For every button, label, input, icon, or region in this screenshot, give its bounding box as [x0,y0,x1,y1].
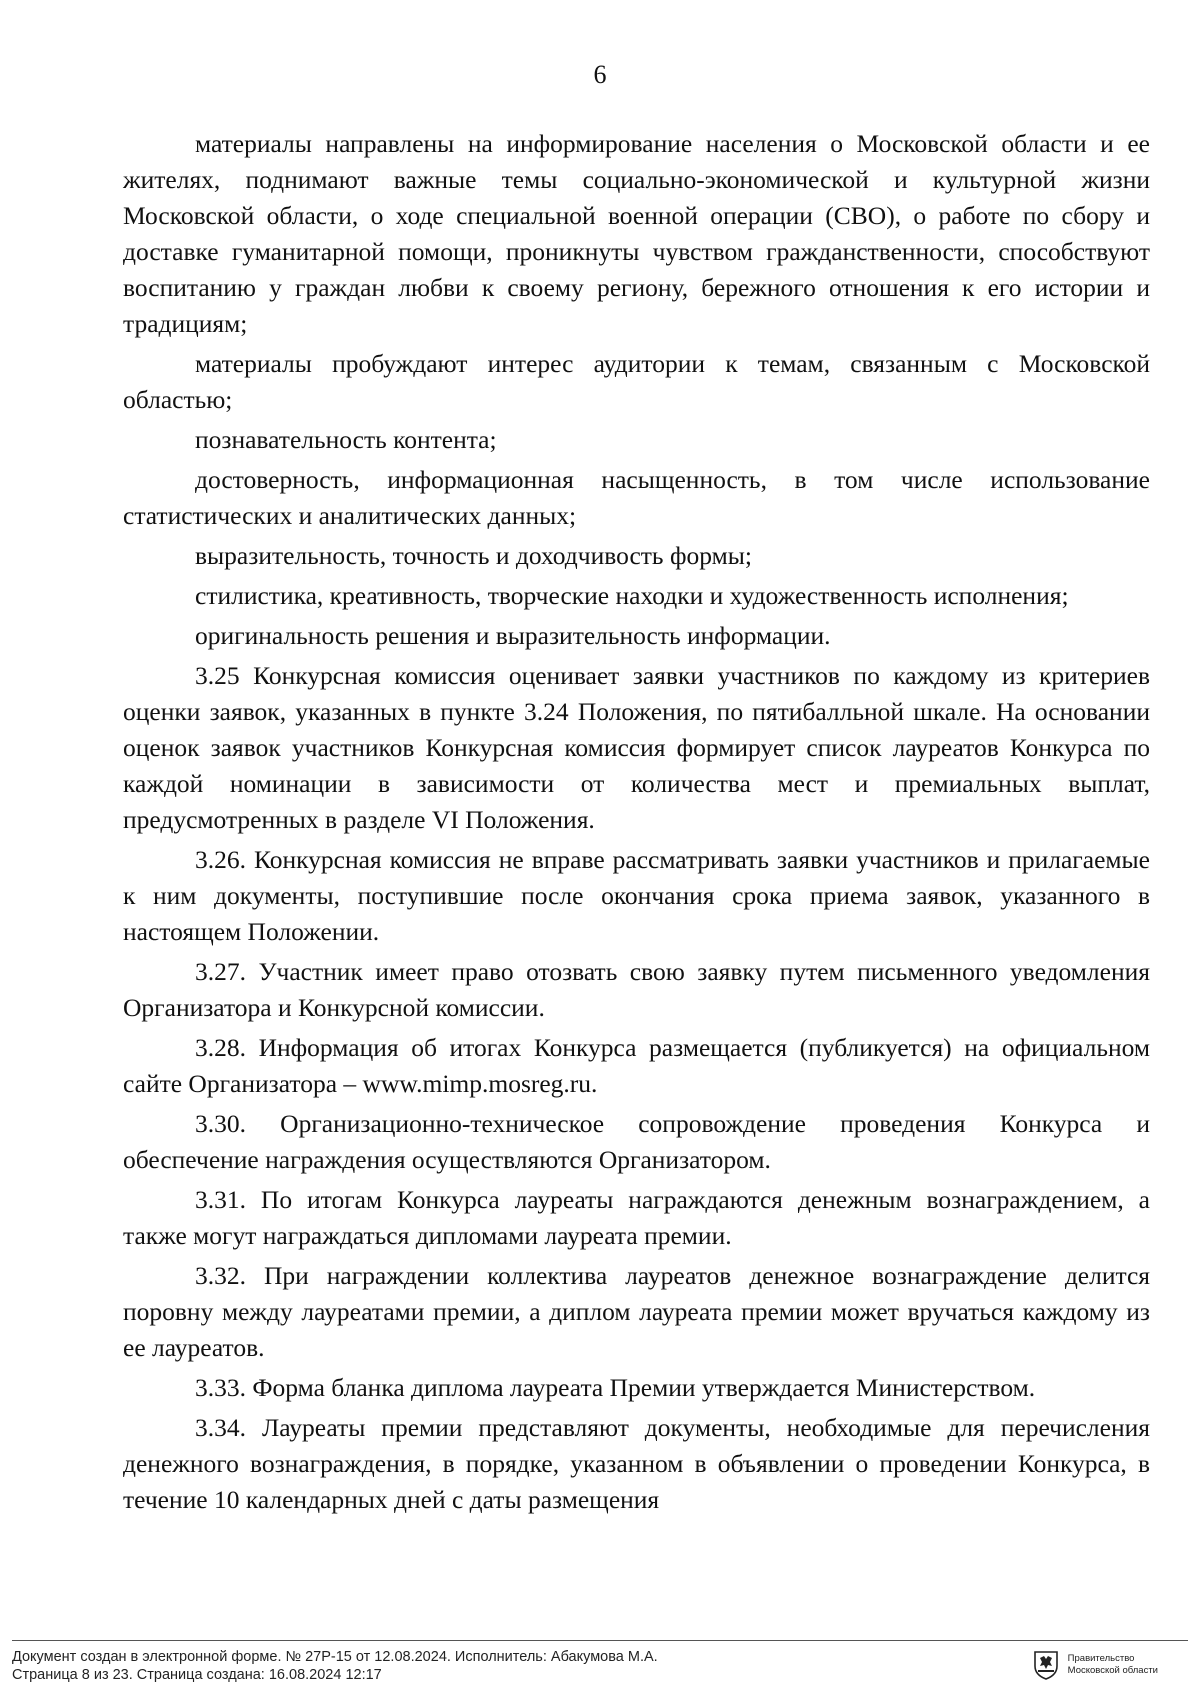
paragraph: материалы направлены на информирование населения о Московской области и ее жителях, поднимают важные темы социально-экономической и культурной жизни Московской области, о ходе специальной военной операции (СВО), о работе по сбору и доставке гуманитарной помощи, проникнуты чувством гражданственности, способствуют воспитанию у граждан любви к своему региону, бережного отношения к его истории и традициям; [123,129,1150,338]
logo-caption [1068,1653,1158,1677]
government-logo [1032,1650,1158,1680]
paragraph: познавательность контента; [195,425,497,454]
logo-caption-line: Московской области [1067,1665,1158,1676]
logo-caption-line: Правительство [1067,1653,1135,1664]
document-body [123,126,1150,1518]
paragraph: 3.34. Лауреаты премии представляют документы, необходимые для перечисления денежного вознаграждения, в порядке, указанном в объявлении о проведении Конкурса, в течение 10 календарных дней с даты размещения [123,1413,1150,1514]
paragraph: 3.32. При награждении коллектива лауреатов денежное вознаграждение делится поровну между лауреатами премии, а диплом лауреата премии может вручаться каждому из ее лауреатов. [123,1261,1150,1362]
paragraph: оригинальность решения и выразительность информации. [195,621,831,650]
footer-meta [12,1648,658,1684]
paragraph: достоверность, информационная насыщенность, в том числе использование статистических и аналитических данных; [123,465,1150,530]
paragraph: стилистика, креативность, творческие находки и художественность исполнения; [195,581,1069,610]
footer-page-info: Страница 8 из 23. Страница создана: 16.08.2024 12:17 [12,1667,382,1683]
paragraph: 3.28. Информация об итогах Конкурса размещается (публикуется) на официальном сайте Организатора – www.mimp.mosreg.ru. [123,1033,1150,1098]
paragraph: 3.31. По итогам Конкурса лауреаты награждаются денежным вознаграждением, а также могут награждаться дипломами лауреата премии. [123,1185,1150,1250]
paragraph: 3.26. Конкурсная комиссия не вправе рассматривать заявки участников и прилагаемые к ним документы, поступившие после окончания срока приема заявок, указанного в настоящем Положении. [123,845,1150,946]
paragraph: выразительность, точность и доходчивость формы; [195,541,752,570]
paragraph: материалы пробуждают интерес аудитории к темам, связанным с Московской областью; [123,349,1150,414]
coat-of-arms-icon [1032,1650,1060,1680]
document-footer [12,1640,1188,1690]
footer-document-info: Документ создан в электронной форме. № 27Р-15 от 12.08.2024. Исполнитель: Абакумова М.А. [12,1649,658,1665]
paragraph: 3.27. Участник имеет право отозвать свою заявку путем письменного уведомления Организатора и Конкурсной комиссии. [123,957,1150,1022]
paragraph: 3.33. Форма бланка диплома лауреата Премии утверждается Министерством. [195,1373,1036,1402]
page-number: 6 [593,60,607,89]
paragraph: 3.25 Конкурсная комиссия оценивает заявки участников по каждому из критериев оценки заявок, указанных в пункте 3.24 Положения, по пятибалльной шкале. На основании оценок заявок участников Конкурсная комиссия формирует список лауреатов Конкурса по каждой номинации в зависимости от количества мест и премиальных выплат, предусмотренных в разделе VI Положения. [123,661,1150,834]
footer-divider [12,1640,1188,1641]
paragraph: 3.30. Организационно-техническое сопровождение проведения Конкурса и обеспечение награждения осуществляются Организатором. [123,1109,1150,1174]
